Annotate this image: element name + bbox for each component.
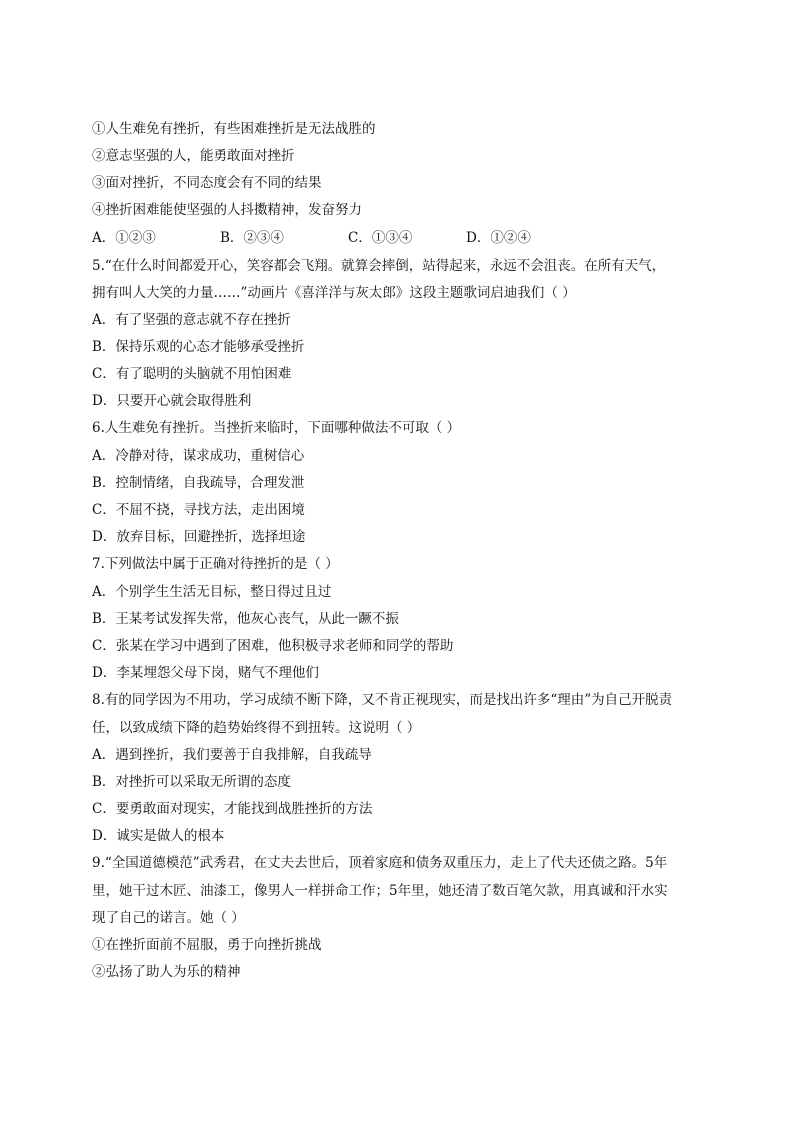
- q7-option-b: B．王某考试发挥失常，他灰心丧气，从此一蹶不振: [92, 611, 399, 627]
- q8-option-c: C．要勇敢面对现实，才能找到战胜挫折的方法: [92, 801, 373, 817]
- q9-stem-line-3: 现了自己的诺言。她（ ）: [92, 910, 245, 926]
- q5-stem-line-1: 5.“在什么时间都爱开心，笑容都会飞翔。就算会摔倒，站得起来，永远不会沮丧。在所有天气，: [92, 258, 666, 274]
- q5-option-a: A．有了坚强的意志就不存在挫折: [92, 312, 291, 328]
- q7-option-a: A．个别学生生活无目标，整日得过且过: [92, 584, 332, 600]
- q8-stem-line-2: 任，以致成绩下降的趋势始终得不到扭转。这说明（ ）: [92, 720, 421, 736]
- q5-option-c: C．有了聪明的头脑就不用怕困难: [92, 366, 292, 382]
- q4-statement-2: ②意志坚强的人，能勇敢面对挫折: [92, 148, 295, 164]
- q6-stem: 6.人生难免有挫折。当挫折来临时，下面哪种做法不可取（ ）: [92, 420, 461, 436]
- q4-choice-c: C．①③④: [348, 230, 413, 246]
- q5-stem-line-2: 拥有叫人大笑的力量……”动画片《喜洋洋与灰太郎》这段主题歌词启迪我们（ ）: [92, 285, 576, 301]
- q4-choice-d: D．①②④: [466, 230, 531, 246]
- q7-option-c: C．张某在学习中遇到了困难，他积极寻求老师和同学的帮助: [92, 638, 454, 654]
- q9-statement-2: ②弘扬了助人为乐的精神: [92, 964, 241, 980]
- q6-option-a: A．冷静对待，谋求成功，重树信心: [92, 448, 305, 464]
- q4-statement-1: ①人生难免有挫折，有些困难挫折是无法战胜的: [92, 121, 376, 137]
- q4-statement-3: ③面对挫折，不同态度会有不同的结果: [92, 175, 322, 191]
- q6-option-d: D．放弃目标，回避挫折，选择坦途: [92, 529, 306, 545]
- q9-statement-1: ①在挫折面前不屈服，勇于向挫折挑战: [92, 937, 322, 953]
- q7-option-d: D．李某埋怨父母下岗，赌气不理他们: [92, 665, 319, 681]
- q4-choice-b: B．②③④: [220, 230, 284, 246]
- q6-option-b: B．控制情绪，自我疏导，合理发泄: [92, 475, 305, 491]
- q4-statement-4: ④挫折困难能使坚强的人抖擞精神，发奋努力: [92, 202, 362, 218]
- q9-stem-line-2: 里，她干过木匠、油漆工，像男人一样拼命工作；5年里，她还清了数百笔欠款，用真诚和汗水实: [92, 883, 668, 899]
- q8-option-a: A．遇到挫折，我们要善于自我排解，自我疏导: [92, 747, 372, 763]
- q4-choice-a: A．①②③: [92, 230, 156, 246]
- q8-option-d: D．诚实是做人的根本: [92, 828, 225, 844]
- q5-option-b: B．保持乐观的心态才能够承受挫折: [92, 339, 305, 355]
- q8-option-b: B．对挫折可以采取无所谓的态度: [92, 774, 291, 790]
- q5-option-d: D．只要开心就会取得胜利: [92, 393, 252, 409]
- q7-stem: 7.下列做法中属于正确对待挫折的是（ ）: [92, 556, 339, 572]
- q9-stem-line-1: 9.“全国道德模范”武秀君，在丈夫去世后，顶着家庭和债务双重压力，走上了代夫还债之路。5年: [92, 855, 668, 871]
- q6-option-c: C．不屈不挠，寻找方法，走出困境: [92, 502, 305, 518]
- q8-stem-line-1: 8.有的同学因为不用功，学习成绩不断下降，又不肯正视现实，而是找出许多“理由”为自己开脱责: [92, 692, 673, 708]
